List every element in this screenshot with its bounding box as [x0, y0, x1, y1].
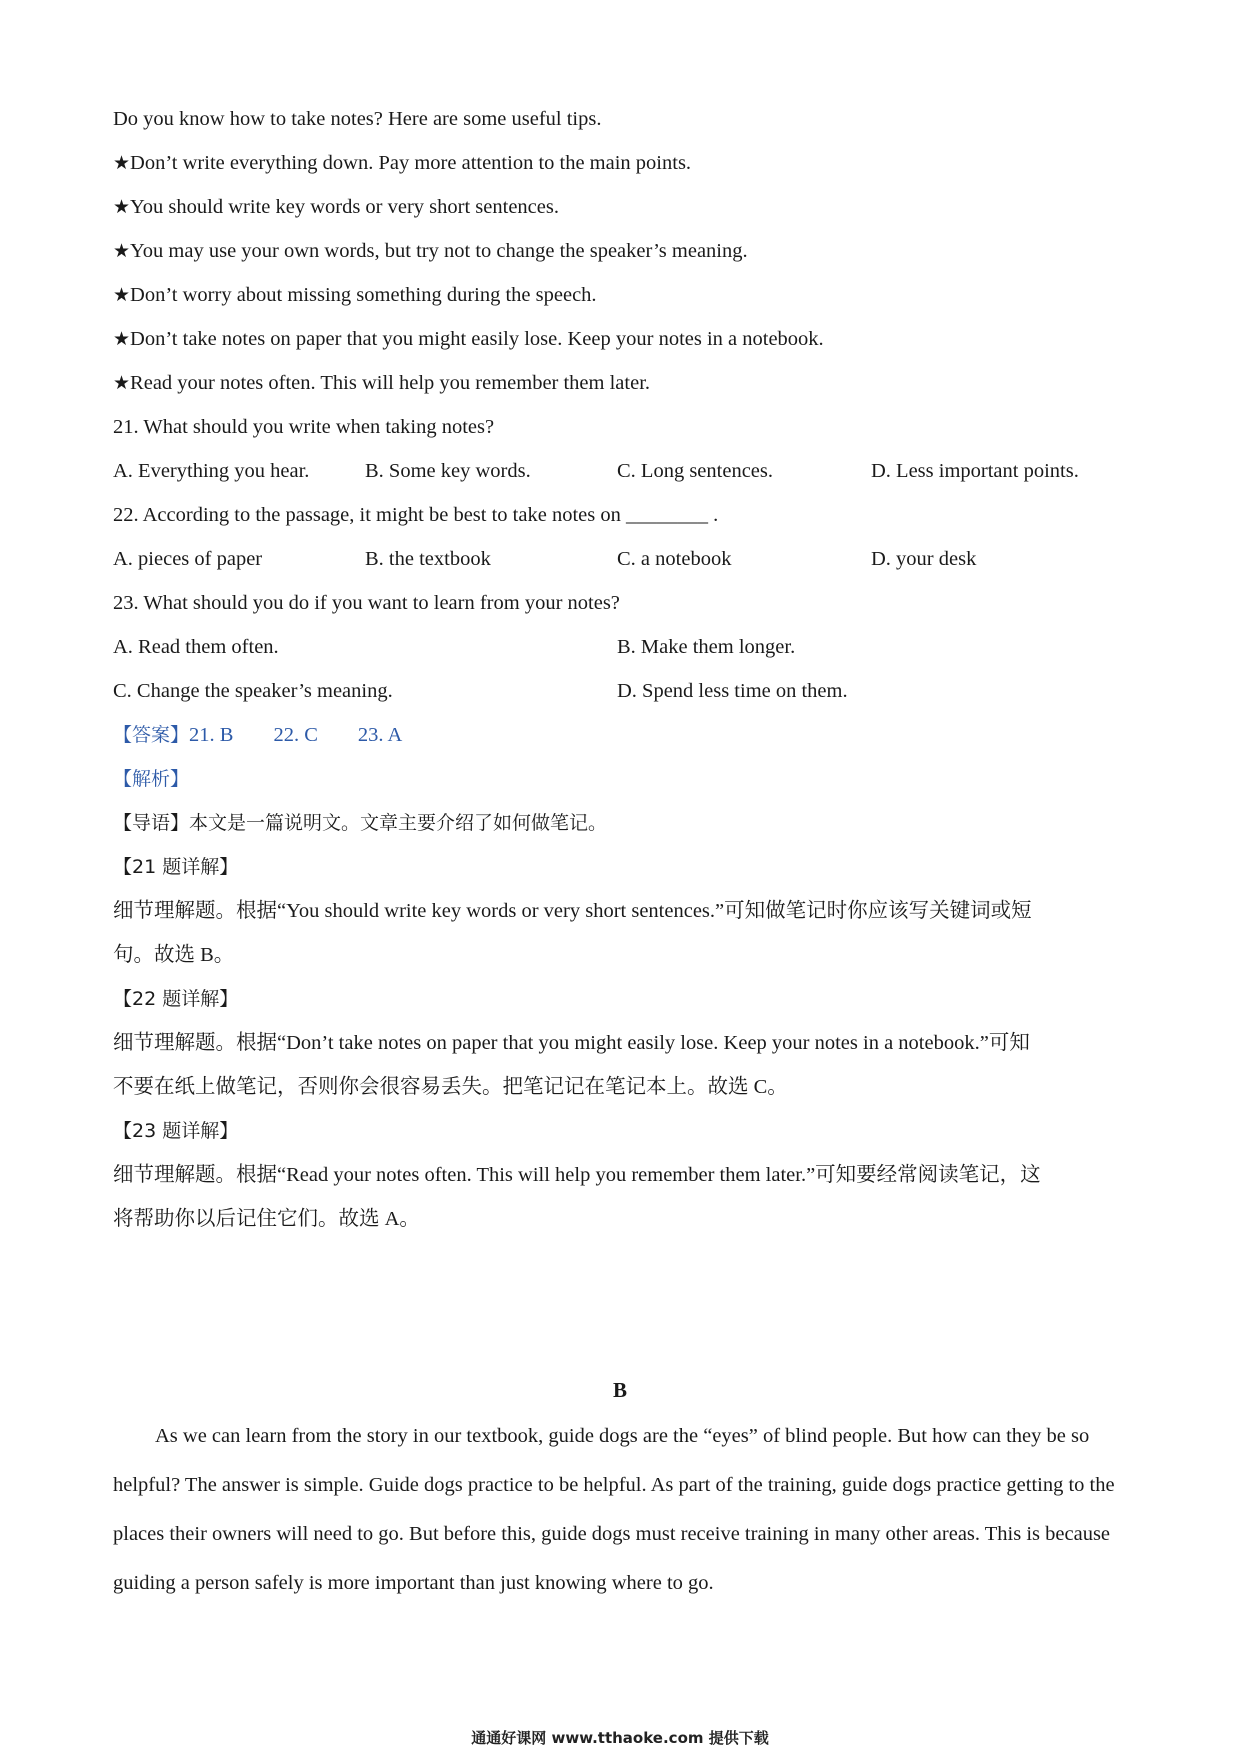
answer-22: 22. C [273, 724, 318, 746]
star-icon: ★ [113, 240, 131, 262]
answer-line [113, 722, 402, 748]
question-22-option-b: B. the textbook [365, 548, 491, 570]
guide-text: 【导语】本文是一篇说明文。文章主要介绍了如何做笔记。 [113, 812, 608, 834]
question-21-option-a: A. Everything you hear. [113, 460, 310, 482]
tip-text: Don’t worry about missing something during the speech. [130, 284, 597, 306]
question-21-option-d: D. Less important points. [871, 460, 1079, 482]
detail-23-line2: 将帮助你以后记住它们。故选 A。 [113, 1208, 420, 1230]
passage-b: As we can learn from the story in our textbook, guide dogs are the “eyes” of blind people. But how can they be so helpful? The answer is simple. Guide dogs practice to be helpful. As part of the training, guide dogs practice getting to the places their owners will need to go. But before this, guide dogs must receive training in many other areas. This is because guiding a person safely is more important than just knowing where to go. [113, 1425, 1115, 1594]
answer-23: 23. A [357, 724, 403, 746]
tip-item [113, 238, 748, 264]
answer-label: 【答案】 [113, 724, 190, 746]
intro-text: Do you know how to take notes? Here are some useful tips. [113, 108, 602, 130]
tip-text: Don’t take notes on paper that you might easily lose. Keep your notes in a notebook. [130, 328, 824, 350]
question-23-option-b: B. Make them longer. [617, 636, 796, 658]
detail-22-line2: 不要在纸上做笔记，否则你会很容易丢失。把笔记记在笔记本上。故选 C。 [113, 1076, 788, 1098]
detail-21-line2: 句。故选 B。 [113, 944, 235, 966]
detail-21-title: 【21 题详解】 [113, 856, 239, 878]
answer-21: 21. B [189, 724, 234, 746]
detail-23-title: 【23 题详解】 [113, 1120, 239, 1142]
question-22-option-d: D. your desk [871, 548, 977, 570]
question-22-option-a: A. pieces of paper [113, 548, 263, 570]
question-21-option-b: B. Some key words. [365, 460, 531, 482]
tip-item [113, 194, 559, 220]
question-22-stem: 22. According to the passage, it might be best to take notes on ________ . [113, 504, 719, 526]
star-icon: ★ [113, 372, 131, 394]
tip-item [113, 326, 824, 352]
detail-22-line1: 细节理解题。根据“Don’t take notes on paper that you might easily lose. Keep your notes in a notebook.”可知 [113, 1032, 1030, 1054]
question-23-option-d: D. Spend less time on them. [617, 680, 848, 702]
tip-item [113, 150, 691, 176]
question-21-stem: 21. What should you write when taking notes? [113, 416, 495, 438]
section-b-heading: B [612, 1378, 627, 1402]
question-23-option-a: A. Read them often. [113, 636, 279, 658]
question-21-option-c: C. Long sentences. [617, 460, 773, 482]
detail-23-line1: 细节理解题。根据“Read your notes often. This will help you remember them later.”可知要经常阅读笔记，这 [113, 1164, 1041, 1186]
page-footer: 通通好课网 www.tthaoke.com 提供下载 [471, 1729, 769, 1747]
question-22-option-c: C. a notebook [617, 548, 732, 570]
tip-item [113, 370, 650, 396]
tip-text: Don’t write everything down. Pay more attention to the main points. [130, 152, 692, 174]
question-23-option-c: C. Change the speaker’s meaning. [113, 680, 393, 702]
tip-item [113, 282, 597, 308]
detail-21-line1: 细节理解题。根据“You should write key words or very short sentences.”可知做笔记时你应该写关键词或短 [113, 900, 1032, 922]
star-icon: ★ [113, 284, 131, 306]
star-icon: ★ [113, 196, 131, 218]
tip-text: You may use your own words, but try not to change the speaker’s meaning. [130, 240, 748, 262]
tip-text: Read your notes often. This will help you remember them later. [130, 372, 651, 394]
tip-text: You should write key words or very short sentences. [130, 196, 559, 218]
star-icon: ★ [113, 328, 131, 350]
detail-22-title: 【22 题详解】 [113, 988, 239, 1010]
star-icon: ★ [113, 152, 131, 174]
question-23-stem: 23. What should you do if you want to learn from your notes? [113, 592, 620, 614]
analysis-label: 【解析】 [113, 768, 190, 790]
